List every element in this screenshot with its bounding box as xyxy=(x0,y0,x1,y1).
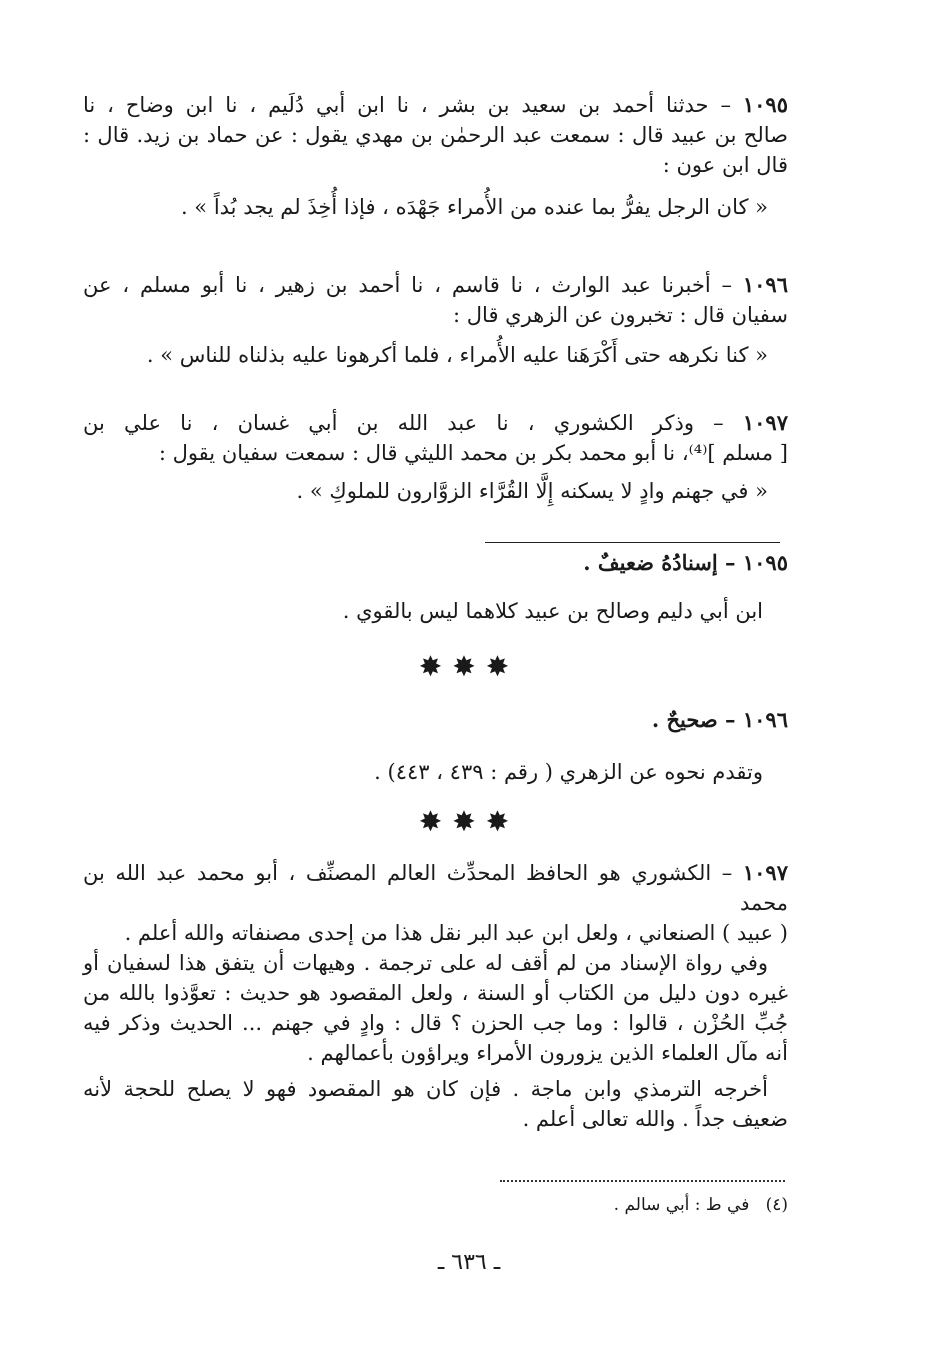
note-heading: ١٠٩٦ – صحيحٌ . xyxy=(651,707,788,732)
text-line: ضعيف جداً . والله تعالى أعلم . xyxy=(522,1107,788,1131)
separator-rule xyxy=(485,542,780,543)
hadith-number: ١٠٩٥ xyxy=(742,92,788,117)
text-line: قال ابن عون : xyxy=(662,153,788,177)
text-line: أخرجه الترمذي وابن ماجة . فإن كان هو المقصود فهو لا يصلح للحجة لأنه xyxy=(83,1077,768,1101)
text-line: [ مسلم ]⁽⁴⁾، نا أبو محمد بكر بن محمد الليثي قال : سمعت سفيان يقول : xyxy=(158,441,788,465)
footnote-separator xyxy=(500,1180,785,1182)
hadith-1095 xyxy=(83,90,788,222)
hadith-quote: « كنا نكرهه حتى أَكْرَهَنا عليه الأُمراء ، فلما أكرهونا عليه بذلناه للناس » . xyxy=(146,343,768,367)
hadith-quote: « في جهنم وادٍ لا يسكنه إِلَّا القُرَّاء الزوَّارون للملوكِ » . xyxy=(296,479,768,503)
star-divider: ✸✸✸ xyxy=(418,805,520,838)
note-1095 xyxy=(83,548,788,626)
hadith-number: ١٠٩٧ xyxy=(742,410,788,435)
hadith-quote: « كان الرجل يفرُّ بما عنده من الأُمراء جَهْدَه ، فإذا أُخِذَ لم يجد بُداً » . xyxy=(180,195,768,219)
note-heading: ١٠٩٥ – إسنادُهُ ضعيفٌ . xyxy=(583,550,788,575)
text-line xyxy=(83,408,788,438)
note-1097 xyxy=(83,858,788,1134)
text-line xyxy=(83,858,788,918)
footnote-line xyxy=(83,1190,788,1220)
star-divider: ✸✸✸ xyxy=(418,650,520,683)
hadith-1097 xyxy=(83,408,788,506)
text-line: سفيان قال : تخبرون عن الزهري قال : xyxy=(453,303,788,327)
text-line: وفي رواة الإسناد من لم أقف له على ترجمة . وهيهات أن يتفق هذا لسفيان أو xyxy=(83,951,768,975)
text-line: غيره دون دليل من الكتاب أو السنة ، ولعل المقصود هو حديث : تعوَّذوا بالله من xyxy=(83,981,788,1005)
text-line xyxy=(83,270,788,300)
text-line xyxy=(83,90,788,120)
footnote-marker: (٤) xyxy=(765,1195,788,1215)
footnote-text: في ط : أبي سالم . xyxy=(613,1195,750,1215)
text-line: صالح بن عبيد قال : سمعت عبد الرحمٰن بن مهدي يقول : عن حماد بن زيد. قال : xyxy=(83,123,788,147)
footnote xyxy=(83,1190,788,1220)
text-line: جُبِّ الحُزْن ، قالوا : وما جب الحزن ؟ قال : وادٍ في جهنم ... الحديث وذكر فيه xyxy=(83,1011,788,1035)
note-1096 xyxy=(83,705,788,787)
hadith-text: – حدثنا أحمد بن سعيد بن بشر ، نا ابن أبي دُلَيم ، نا ابن وضاح ، نا xyxy=(83,93,731,117)
note-text: وتقدم نحوه عن الزهري ( رقم : ٤٣٩ ، ٤٤٣) . xyxy=(374,760,763,784)
note-number: ١٠٩٧ xyxy=(742,860,788,885)
hadith-text: – وذكر الكشوري ، نا عبد الله بن أبي غسان ، نا علي بن xyxy=(83,411,724,435)
page-number: ـ ٦٣٦ ـ xyxy=(437,1250,501,1275)
hadith-number: ١٠٩٦ xyxy=(742,272,788,297)
text-line: ( عبيد ) الصنعاني ، ولعل ابن عبد البر نقل هذا من إحدى مصنفاته والله أعلم . xyxy=(124,921,788,945)
note-text: – الكشوري هو الحافظ المحدِّث العالم المصنِّف ، أبو محمد عبد الله بن محمد xyxy=(83,861,788,915)
text-line: أنه مآل العلماء الذين يزورون الأمراء ويراؤون بأعمالهم . xyxy=(307,1041,788,1065)
note-text: ابن أبي دليم وصالح بن عبيد كلاهما ليس بالقوي . xyxy=(342,599,763,623)
hadith-1096 xyxy=(83,270,788,370)
hadith-text: – أخبرنا عبد الوارث ، نا قاسم ، نا أحمد بن زهير ، نا أبو مسلم ، عن xyxy=(83,273,733,297)
